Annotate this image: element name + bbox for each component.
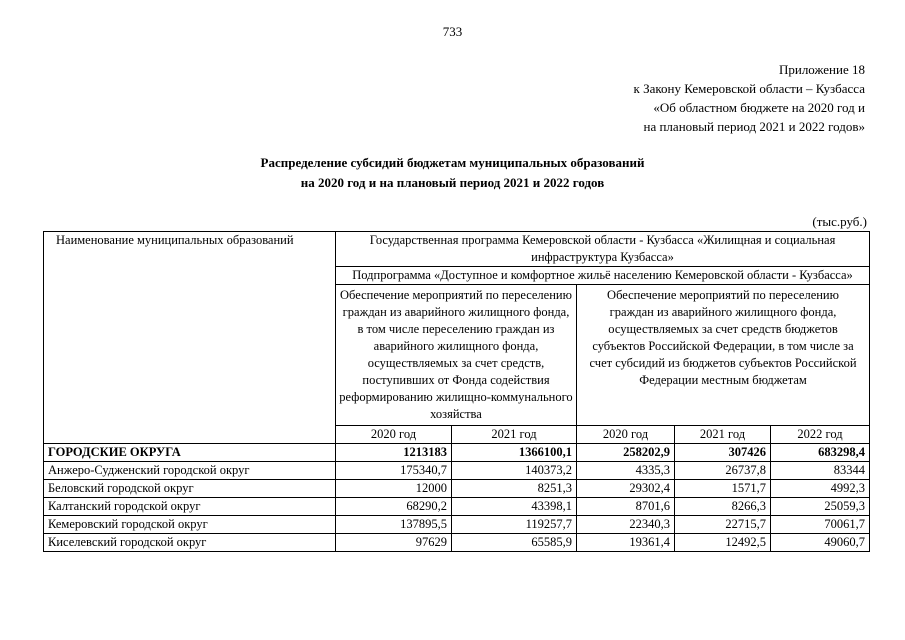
row-name: Кемеровский городской округ	[44, 516, 336, 534]
subprogram-header: Подпрограмма «Доступное и комфортное жильё населению Кемеровской области - Кузбасса»	[336, 267, 870, 285]
units-label: (тыс.руб.)	[812, 214, 867, 229]
cell-value: 307426	[675, 444, 771, 462]
cell-value: 22340,3	[577, 516, 675, 534]
title-line-1: Распределение субсидий бюджетам муниципальных образований	[260, 155, 645, 170]
cell-value: 19361,4	[577, 534, 675, 552]
cell-value: 12492,5	[675, 534, 771, 552]
cell-value: 25059,3	[771, 498, 870, 516]
cell-value: 8266,3	[675, 498, 771, 516]
row-name: Киселевский городской округ	[44, 534, 336, 552]
document-title	[0, 153, 905, 193]
measure-1-header: Обеспечение мероприятий по переселению граждан из аварийного жилищного фонда, в том числе переселению граждан из аварийного жилищного фонда, осуществляемых за счет средств, поступивших от Фонда содействия реформированию жилищно-коммунального хозяйства	[336, 285, 577, 426]
row-name: ГОРОДСКИЕ ОКРУГА	[44, 444, 336, 462]
subsidy-table	[43, 231, 870, 552]
cell-value: 683298,4	[771, 444, 870, 462]
cell-value: 8251,3	[452, 480, 577, 498]
name-column-header: Наименование муниципальных образований	[44, 232, 336, 444]
title-line-2: на 2020 год и на плановый период 2021 и 2022 годов	[300, 175, 605, 190]
cell-value: 1213183	[336, 444, 452, 462]
year-header: 2021 год	[452, 426, 577, 444]
appendix-line: на плановый период 2021 и 2022 годов»	[643, 119, 865, 134]
page-number: 733	[442, 24, 463, 39]
cell-value: 175340,7	[336, 462, 452, 480]
appendix-line: к Закону Кемеровской области – Кузбасса	[633, 81, 865, 96]
cell-value: 119257,7	[452, 516, 577, 534]
cell-value: 12000	[336, 480, 452, 498]
year-header: 2020 год	[577, 426, 675, 444]
appendix-line: Приложение 18	[778, 62, 865, 77]
table-row	[44, 534, 870, 552]
cell-value: 70061,7	[771, 516, 870, 534]
table-row	[44, 480, 870, 498]
row-name: Калтанский городской округ	[44, 498, 336, 516]
row-name: Анжеро-Судженский городской округ	[44, 462, 336, 480]
cell-value: 65585,9	[452, 534, 577, 552]
year-header: 2020 год	[336, 426, 452, 444]
cell-value: 4992,3	[771, 480, 870, 498]
cell-value: 8701,6	[577, 498, 675, 516]
cell-value: 83344	[771, 462, 870, 480]
total-row	[44, 444, 870, 462]
cell-value: 97629	[336, 534, 452, 552]
row-name: Беловский городской округ	[44, 480, 336, 498]
measure-2-header: Обеспечение мероприятий по переселению граждан из аварийного жилищного фонда, осуществляемых за счет средств бюджетов субъектов Российской Федерации, в том числе за счет субсидий из бюджетов субъектов Российской Федерации местным бюджетам	[577, 285, 870, 426]
year-header: 2022 год	[771, 426, 870, 444]
table-row	[44, 498, 870, 516]
cell-value: 258202,9	[577, 444, 675, 462]
cell-value: 1571,7	[675, 480, 771, 498]
cell-value: 137895,5	[336, 516, 452, 534]
cell-value: 22715,7	[675, 516, 771, 534]
program-header: Государственная программа Кемеровской области - Кузбасса «Жилищная и социальная инфраструктура Кузбасса»	[336, 232, 870, 267]
cell-value: 43398,1	[452, 498, 577, 516]
appendix-line: «Об областном бюджете на 2020 год и	[653, 100, 865, 115]
cell-value: 4335,3	[577, 462, 675, 480]
year-header: 2021 год	[675, 426, 771, 444]
table-row	[44, 516, 870, 534]
cell-value: 68290,2	[336, 498, 452, 516]
cell-value: 1366100,1	[452, 444, 577, 462]
cell-value: 49060,7	[771, 534, 870, 552]
cell-value: 26737,8	[675, 462, 771, 480]
cell-value: 140373,2	[452, 462, 577, 480]
cell-value: 29302,4	[577, 480, 675, 498]
table-row	[44, 462, 870, 480]
appendix-header	[445, 60, 865, 136]
